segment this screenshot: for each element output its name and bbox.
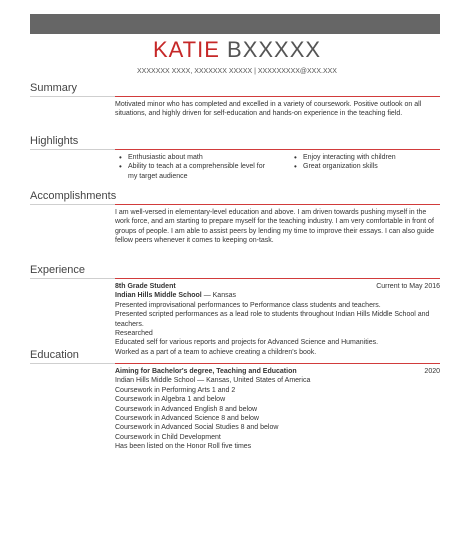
course-item: Coursework in Performing Arts 1 and 2 bbox=[115, 386, 236, 394]
candidate-name bbox=[0, 37, 474, 63]
experience-heading: Experience bbox=[30, 264, 86, 276]
school-location: Kansas, United States of America bbox=[206, 377, 311, 385]
highlight-item: • Ability to teach at a comprehensible level for my target audience bbox=[115, 162, 275, 181]
education-entry bbox=[115, 367, 440, 452]
highlights-heading: Highlights bbox=[30, 135, 79, 147]
experience-accent-rule bbox=[115, 278, 440, 279]
job-title: 8th Grade Student bbox=[115, 283, 176, 290]
experience-line: Researched bbox=[115, 330, 153, 338]
summary-heading: Summary bbox=[30, 82, 78, 94]
job-dates: Current to May 2016 bbox=[376, 283, 440, 290]
header-bar bbox=[30, 14, 440, 34]
course-item: Has been listed on the Honor Roll five times bbox=[115, 443, 252, 451]
summary-accent-rule bbox=[115, 96, 440, 97]
experience-line: Worked as a part of a team to achieve creating a children's book. bbox=[115, 348, 317, 356]
summary-text: Motivated minor who has completed and excelled in a variety of coursework. Positive outlook on all situations, and highly driven for self-education and hands-on experience in the teaching field. bbox=[115, 101, 422, 118]
course-item: Coursework in Advanced English 8 and below bbox=[115, 405, 258, 413]
course-item: Coursework in Advanced Social Studies 8 and below bbox=[115, 424, 279, 432]
accomplishments-heading: Accomplishments bbox=[30, 190, 117, 202]
accomplishments-accent-rule bbox=[115, 204, 440, 205]
highlight-item: • Enjoy interacting with children bbox=[290, 153, 440, 162]
first-name: KATIE bbox=[152, 37, 220, 62]
experience-entry bbox=[115, 282, 440, 357]
accomplishments-text: I am well-versed in elementary-level education and above. I am driven towards pushing myself in the work force, and am starting to prepare myself for the teaching industry. I am very comfortable in front of groups of people. I am able to assist peers by lending my time to improve their essays. I can also guide fellow peers whenever it comes to keeping on-task. bbox=[115, 209, 435, 245]
highlights-left-column bbox=[115, 153, 275, 181]
school-name: Indian Hills Middle School bbox=[115, 377, 196, 385]
contact-info: XXXXXXX XXXX, XXXXXXX XXXXX | XXXXXXXXX@XXX.XXX bbox=[137, 68, 337, 75]
course-item: Coursework in Advanced Science 8 and below bbox=[115, 415, 259, 423]
highlights-accent-rule bbox=[115, 149, 440, 150]
employer-separator: — bbox=[203, 292, 211, 300]
course-item: Coursework in Child Development bbox=[115, 433, 221, 441]
course-item: Coursework in Algebra 1 and below bbox=[115, 396, 226, 404]
education-accent-rule bbox=[115, 363, 440, 364]
degree: Aiming for Bachelor's degree, Teaching and Education bbox=[115, 368, 297, 375]
education-heading: Education bbox=[30, 349, 79, 361]
highlights-list bbox=[115, 153, 440, 183]
employer-location: Kansas bbox=[212, 292, 236, 300]
highlight-item: • Enthusiastic about math bbox=[115, 153, 275, 162]
experience-line: Presented scripted performances as a lead role to students throughout Indian Hills Middle School and teachers. bbox=[115, 311, 430, 328]
highlight-item: • Great organization skills bbox=[290, 162, 440, 171]
graduation-year: 2020 bbox=[424, 368, 440, 375]
experience-line: Presented improvisational performances to Performance class students and teachers. bbox=[115, 301, 381, 309]
highlights-right-column bbox=[290, 153, 440, 172]
last-name: BXXXXX bbox=[227, 37, 322, 62]
school-separator: — bbox=[197, 377, 205, 385]
experience-line: Educated self for various reports and projects for Advanced Science and Humanities. bbox=[115, 339, 379, 347]
employer-name: Indian Hills Middle School bbox=[115, 292, 202, 300]
